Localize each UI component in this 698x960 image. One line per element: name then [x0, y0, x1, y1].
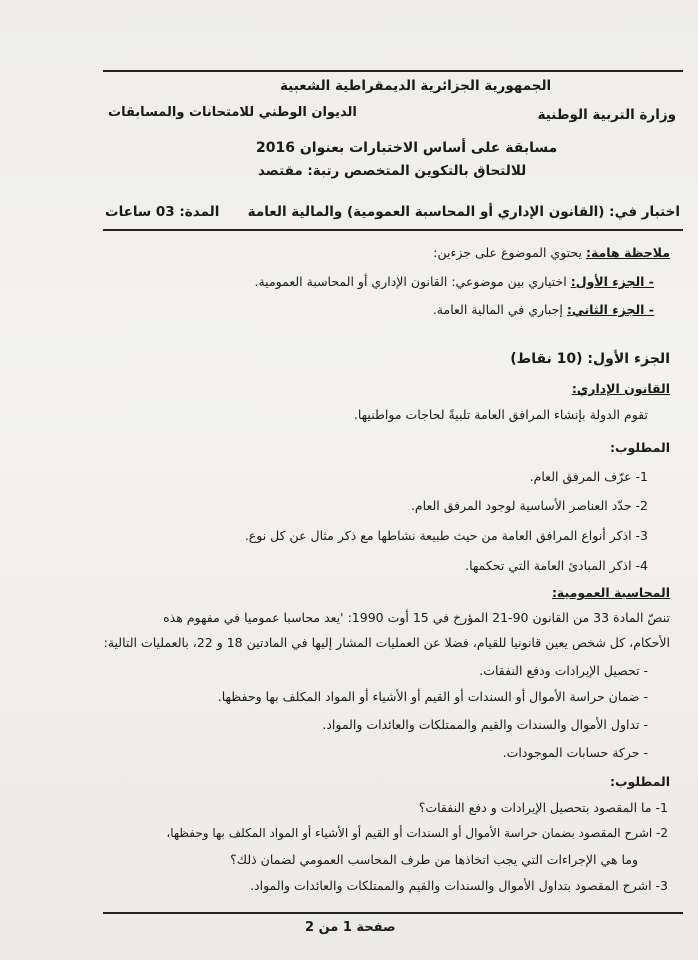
footer-rule — [103, 912, 683, 914]
contest-title: مسابقة على أساس الاختبارات بعنوان 2016 — [256, 140, 558, 156]
admin-law-question: 4- اذكر المبادئ العامة التي تحكمها. — [465, 558, 648, 573]
duration-value: 03 ساعات — [105, 204, 175, 220]
note-part1-label: - الجزء الأول: — [570, 274, 654, 289]
note-part2-label: - الجزء الثاني: — [566, 302, 654, 317]
note-part2 — [433, 302, 654, 317]
admin-law-required: المطلوب: — [609, 440, 670, 455]
duration — [105, 204, 219, 220]
public-accounting-item: - تداول الأموال والسندات والقيم والممتلكات والعائدات والمواد. — [322, 717, 648, 732]
note-line — [433, 245, 670, 260]
admin-law-question: 3- اذكر أنواع المرافق العامة من حيث طبيعة نشاطها مع ذكر مثال عن كل نوع. — [244, 528, 648, 543]
page-number: صفحة 1 من 2 — [305, 920, 396, 935]
public-accounting-item: - حركة حسابات الموجودات. — [502, 745, 648, 760]
public-accounting-required: المطلوب: — [609, 774, 670, 789]
bleed-through-text: ‏‏‏ ‏‏‏ ‏‏‏‏‏ — [560, 128, 567, 139]
exam-subject-line — [248, 204, 680, 220]
admin-law-question: 2- حدّد العناصر الأساسية لوجود المرفق العام. — [410, 498, 648, 513]
public-accounting-question: 1- ما المقصود بتحصيل الإيرادات و دفع النفقات؟ — [418, 800, 668, 815]
training-rank: للالتحاق بالتكوين المتخصص رتبة: مقتصد — [258, 163, 527, 179]
admin-law-heading: القانون الإداري: — [571, 381, 670, 396]
public-accounting-question: 2- اشرح المقصود بضمان حراسة الأموال أو السندات أو القيم أو الأشياء أو المواد المكلف بها وحفظها، — [166, 826, 668, 840]
public-accounting-heading: المحاسبة العمومية: — [551, 585, 670, 600]
note-part1 — [255, 274, 655, 289]
republic-title: الجمهورية الجزائرية الديمقراطية الشعبية — [280, 78, 552, 94]
admin-law-intro: تقوم الدولة بإنشاء المرافق العامة تلبيةً لحاجات مواطنيها. — [353, 407, 648, 422]
public-accounting-question-continued: وما هي الإجراءات التي يجب اتخاذها من طرف المحاسب العمومي لضمان ذلك؟ — [230, 852, 638, 867]
part1-title: الجزء الأول: (10 نقاط) — [510, 351, 670, 367]
public-accounting-intro: الأحكام، كل شخص يعين قانونيا للقيام، فضلا عن العمليات المشار إليها في المادتين 18 و 22، بالعمليات التالية: — [103, 635, 670, 650]
public-accounting-intro: تنصّ المادة 33 من القانون 90-21 المؤرخ في 15 أوت 1990: 'يعد محاسبا عموميا في مفهوم هذه — [163, 610, 670, 625]
public-accounting-item: - تحصيل الإيرادات ودفع النفقات. — [479, 663, 648, 678]
office-name: الديوان الوطني للامتحانات والمسابقات — [108, 105, 357, 120]
ministry-name: وزارة التربية الوطنية — [537, 107, 676, 123]
top-rule — [103, 70, 683, 72]
public-accounting-question: 3- اشرح المقصود بتداول الأموال والسندات والقيم والممتلكات والعائدات والمواد. — [250, 878, 668, 893]
note-text: يحتوي الموضوع على جزءين: — [433, 245, 582, 260]
admin-law-question: 1- عرّف المرفق العام. — [529, 469, 648, 484]
header-rule — [103, 229, 683, 231]
note-part2-text: إجباري في المالية العامة. — [432, 302, 563, 317]
public-accounting-item: - ضمان حراسة الأموال أو السندات أو القيم أو الأشياء أو المواد المكلف بها وحفظها. — [217, 689, 648, 704]
note-part1-text: اختياري بين موضوعي: القانون الإداري أو المحاسبة العمومية. — [254, 274, 567, 289]
duration-label: المدة: — [179, 204, 220, 220]
note-label: ملاحظة هامة: — [585, 245, 670, 260]
exam-subject: (القانون الإداري أو المحاسبة العمومية) والمالية العامة — [247, 204, 605, 220]
exam-label: اختبار في: — [609, 204, 680, 220]
